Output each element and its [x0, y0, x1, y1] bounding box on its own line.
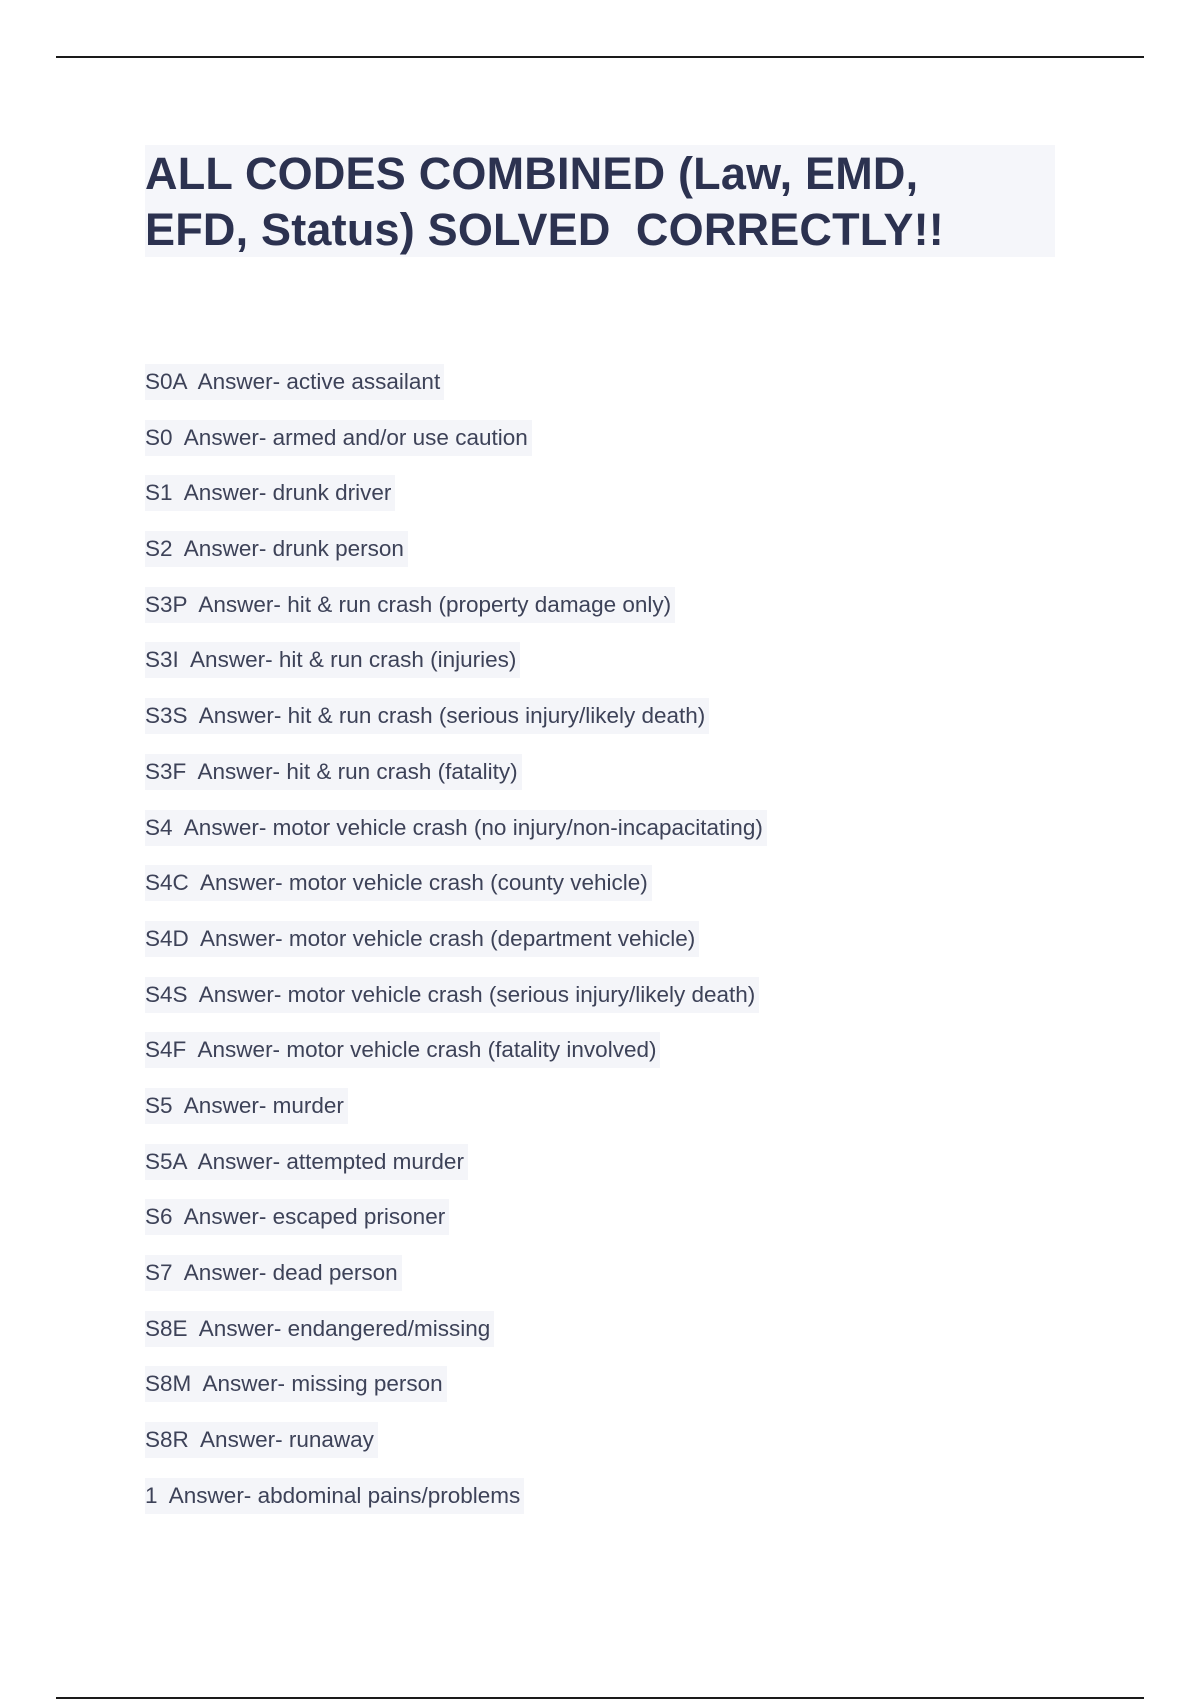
qa-line: [145, 1255, 402, 1291]
qa-answer: dead person: [272, 1260, 398, 1285]
qa-item: [145, 1422, 767, 1478]
qa-line: [145, 1478, 524, 1514]
qa-answer-prefix: Answer-: [198, 591, 281, 617]
qa-answer: motor vehicle crash (county vehicle): [288, 870, 648, 896]
qa-item: [145, 754, 767, 810]
qa-answer-prefix: Answer-: [190, 647, 273, 673]
qa-item: [145, 642, 767, 698]
qa-line: [145, 1422, 378, 1458]
qa-item: [145, 531, 767, 587]
qa-answer-prefix: Answer-: [200, 925, 283, 951]
qa-code: S4D: [145, 925, 189, 951]
qa-line: [145, 1311, 494, 1347]
qa-answer-prefix: Answer-: [183, 1204, 267, 1230]
qa-item: [145, 364, 767, 420]
qa-answer: endangered/missing: [287, 1315, 491, 1341]
qa-answer-prefix: Answer-: [197, 758, 281, 784]
qa-item: [145, 1311, 767, 1367]
qa-answer: motor vehicle crash (fatality involved): [286, 1037, 657, 1063]
qa-line: [145, 1032, 660, 1068]
qa-line: [145, 531, 408, 567]
qa-item: [145, 1144, 767, 1200]
qa-code: S4S: [145, 981, 188, 1007]
qa-code: S3F: [145, 758, 187, 784]
qa-code: S4C: [145, 870, 189, 896]
qa-item: [145, 921, 767, 977]
qa-answer: hit & run crash (fatality): [286, 758, 518, 784]
qa-item: [145, 587, 767, 643]
qa-answer: abdominal pains/problems: [257, 1482, 521, 1508]
qa-answer: motor vehicle crash (no injury/non-incapacitating): [272, 814, 763, 840]
qa-answer-prefix: Answer-: [197, 1148, 281, 1174]
qa-line: [145, 1088, 348, 1124]
qa-line: [145, 420, 532, 456]
qa-answer-prefix: Answer-: [202, 1371, 286, 1397]
qa-line: [145, 475, 395, 511]
qa-answer-prefix: Answer-: [198, 1315, 282, 1341]
qa-line: [145, 754, 522, 790]
qa-code: S6: [145, 1204, 173, 1230]
qa-answer-prefix: Answer-: [183, 1260, 267, 1285]
qa-answer: drunk person: [272, 536, 404, 562]
qa-code: S0: [145, 424, 173, 450]
qa-code: S2: [145, 536, 173, 562]
qa-item: [145, 698, 767, 754]
qa-answer: motor vehicle crash (serious injury/likely death): [287, 981, 756, 1007]
qa-item: [145, 475, 767, 531]
qa-answer-prefix: Answer-: [168, 1482, 252, 1508]
qa-answer-prefix: Answer-: [183, 480, 267, 506]
qa-code: S5A: [145, 1148, 187, 1174]
qa-answer: hit & run crash (serious injury/likely death): [287, 703, 706, 729]
qa-item: [145, 1088, 767, 1144]
qa-code: S7: [145, 1260, 173, 1285]
qa-item: [145, 1478, 767, 1534]
qa-item: [145, 1255, 767, 1311]
qa-line: [145, 1144, 468, 1180]
bottom-rule: [56, 1697, 1144, 1699]
qa-answer: murder: [272, 1092, 344, 1118]
qa-code: S3S: [145, 703, 188, 729]
qa-line: [145, 698, 709, 734]
qa-item: [145, 420, 767, 476]
qa-answer-prefix: Answer-: [183, 536, 267, 562]
qa-code: S0A: [145, 369, 187, 394]
qa-answer-prefix: Answer-: [197, 1037, 281, 1063]
qa-line: [145, 1366, 447, 1402]
qa-code: S4: [145, 814, 173, 840]
qa-item: [145, 977, 767, 1033]
qa-code: S1: [145, 480, 173, 506]
qa-item: [145, 865, 767, 921]
qa-answer-prefix: Answer-: [183, 814, 267, 840]
qa-answer: escaped prisoner: [272, 1204, 446, 1230]
qa-answer: attempted murder: [286, 1148, 464, 1174]
qa-code: S4F: [145, 1037, 187, 1063]
qa-answer: active assailant: [286, 369, 441, 394]
qa-answer: runaway: [288, 1427, 374, 1453]
qa-code: S8R: [145, 1427, 189, 1453]
qa-item: [145, 1366, 767, 1422]
qa-item: [145, 810, 767, 866]
qa-answer-prefix: Answer-: [183, 424, 267, 450]
qa-answer-prefix: Answer-: [198, 703, 282, 729]
qa-answer: missing person: [291, 1371, 443, 1397]
qa-answer: drunk driver: [272, 480, 392, 506]
qa-answer: motor vehicle crash (department vehicle): [288, 925, 696, 951]
qa-code: S3I: [145, 647, 179, 673]
qa-code: S8E: [145, 1315, 188, 1341]
qa-item: [145, 1199, 767, 1255]
qa-code: S8M: [145, 1371, 192, 1397]
top-rule: [56, 56, 1144, 58]
qa-line: [145, 921, 699, 957]
qa-answer-prefix: Answer-: [200, 870, 283, 896]
qa-answer: hit & run crash (injuries): [278, 647, 517, 673]
qa-answer: armed and/or use caution: [272, 424, 528, 450]
qa-line: [145, 587, 675, 623]
qa-line: [145, 1199, 449, 1235]
qa-answer: hit & run crash (property damage only): [287, 591, 672, 617]
qa-code: 1: [145, 1482, 158, 1508]
qa-line: [145, 642, 520, 678]
qa-line: [145, 810, 767, 846]
qa-item: [145, 1032, 767, 1088]
qa-answer-prefix: Answer-: [183, 1092, 267, 1118]
qa-list: [145, 364, 767, 1533]
qa-code: S5: [145, 1092, 173, 1118]
qa-answer-prefix: Answer-: [197, 369, 281, 394]
qa-line: [145, 977, 759, 1013]
document-title: ALL CODES COMBINED (Law, EMD, EFD, Status) SOLVED CORRECTLY!!: [145, 148, 944, 255]
qa-answer-prefix: Answer-: [200, 1427, 283, 1453]
qa-answer-prefix: Answer-: [198, 981, 282, 1007]
qa-code: S3P: [145, 591, 188, 617]
qa-line: [145, 865, 652, 901]
qa-line: [145, 364, 444, 400]
